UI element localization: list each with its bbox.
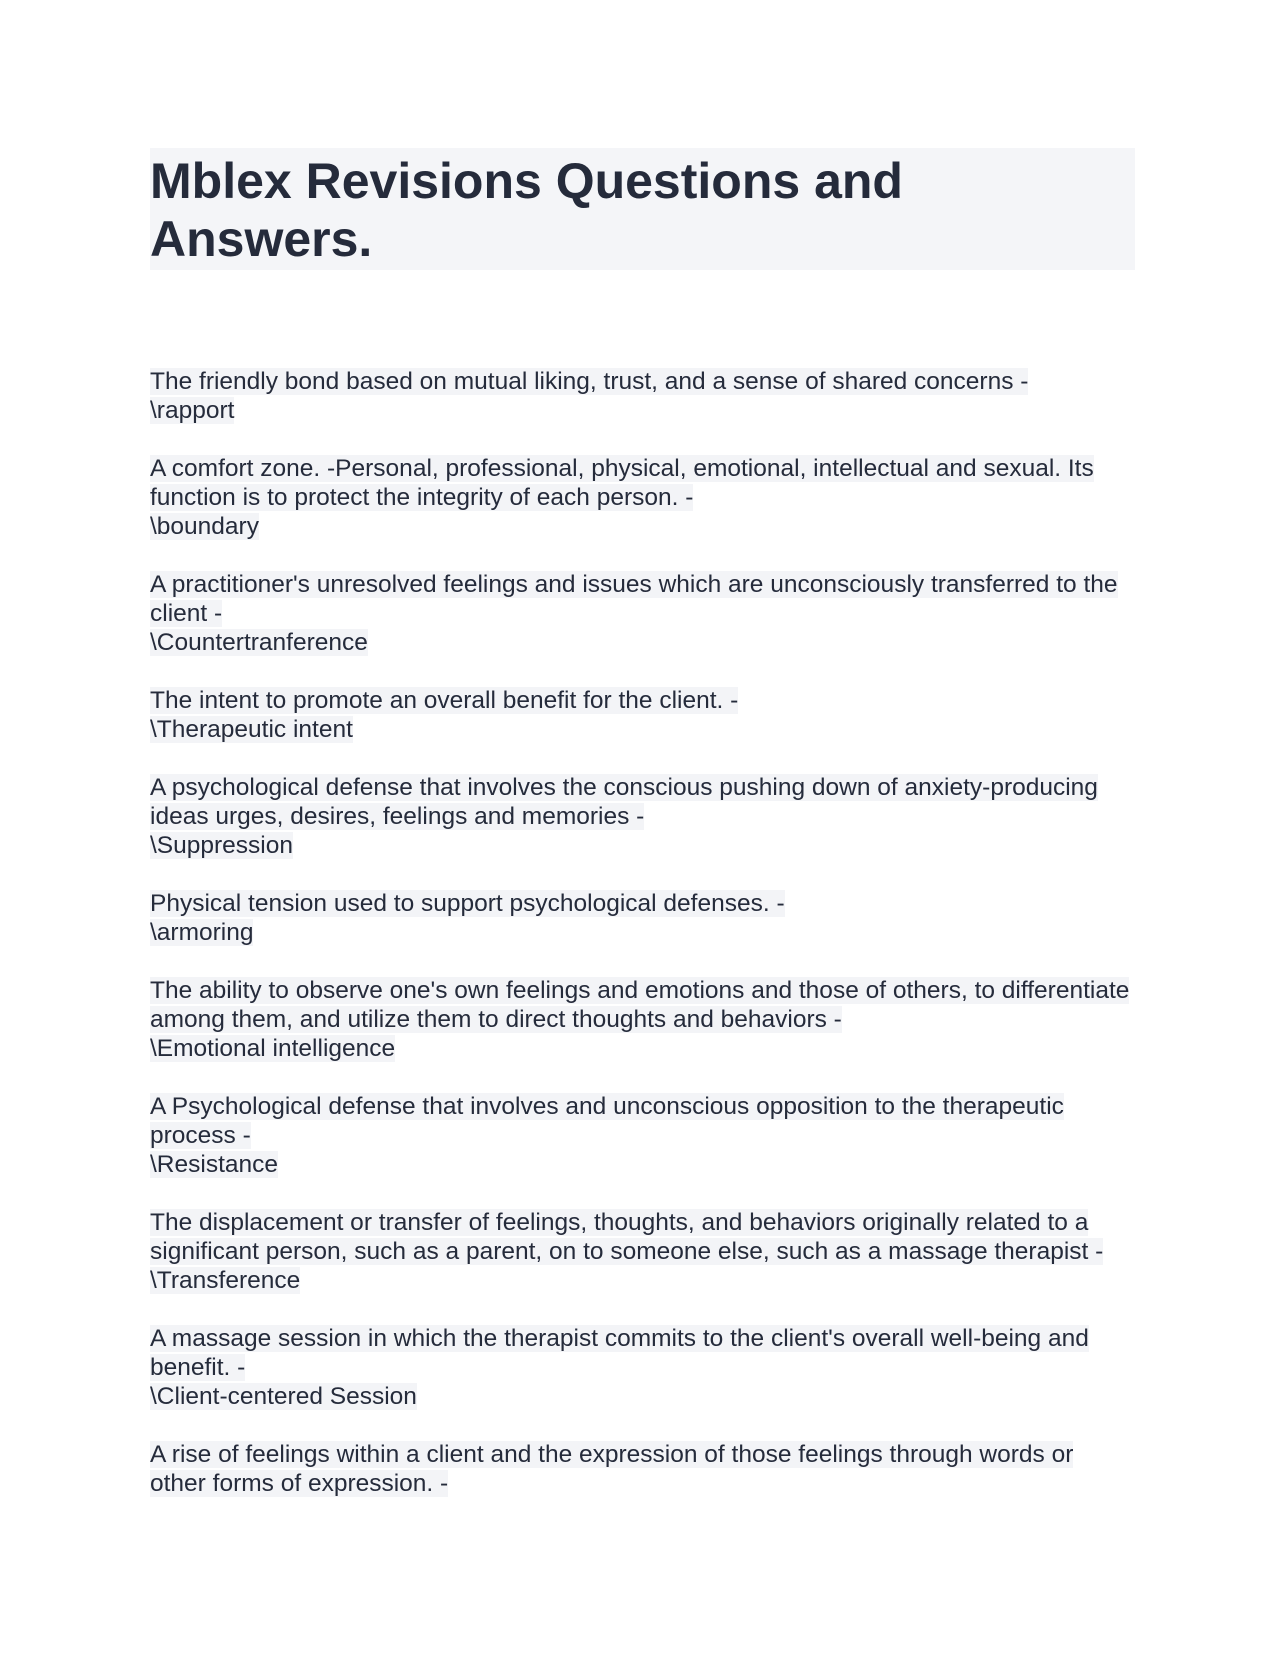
qa-item <box>150 889 1135 947</box>
qa-item <box>150 570 1135 657</box>
question-text: A comfort zone. -Personal, professional, physical, emotional, intellectual and sexual. Its function is to protect the integrity of each person. - <box>150 455 1094 511</box>
qa-item <box>150 454 1135 541</box>
answer-text: \Therapeutic intent <box>150 716 353 743</box>
qa-item <box>150 1208 1135 1295</box>
question-text: The friendly bond based on mutual liking, trust, and a sense of shared concerns - <box>150 368 1029 395</box>
question-text: A rise of feelings within a client and the expression of those feelings through words or other forms of expression. - <box>150 1441 1074 1497</box>
answer-text: \Transference <box>150 1267 301 1294</box>
qa-item <box>150 367 1135 425</box>
answer-text: \Resistance <box>150 1151 279 1178</box>
document-page <box>150 148 1135 1527</box>
answer-text: \armoring <box>150 919 254 946</box>
answer-text: \Suppression <box>150 832 294 859</box>
answer-text: \boundary <box>150 513 259 540</box>
document-title: Mblex Revisions Questions and Answers. <box>150 153 903 267</box>
question-text: Physical tension used to support psychological defenses. - <box>150 890 785 917</box>
title-block <box>150 148 1135 270</box>
qa-item <box>150 1440 1135 1498</box>
question-text: The intent to promote an overall benefit for the client. - <box>150 687 739 714</box>
question-text: A Psychological defense that involves and unconscious opposition to the therapeutic process - <box>150 1093 1064 1149</box>
answer-text: \Client-centered Session <box>150 1383 417 1410</box>
answer-text: \Countertranference <box>150 629 368 656</box>
question-text: The ability to observe one's own feelings and emotions and those of others, to differentiate among them, and utilize them to direct thoughts and behaviors - <box>150 977 1130 1033</box>
question-text: A psychological defense that involves the conscious pushing down of anxiety-producing ideas urges, desires, feelings and memories - <box>150 774 1098 830</box>
question-text: A practitioner's unresolved feelings and issues which are unconsciously transferred to the client - <box>150 571 1118 627</box>
question-text: A massage session in which the therapist commits to the client's overall well-being and benefit. - <box>150 1325 1089 1381</box>
answer-text: \rapport <box>150 397 235 424</box>
answer-text: \Emotional intelligence <box>150 1035 396 1062</box>
question-text: The displacement or transfer of feelings, thoughts, and behaviors originally related to a significant person, such as a parent, on to someone else, such as a massage therapist - <box>150 1209 1104 1265</box>
qa-item <box>150 773 1135 860</box>
qa-item <box>150 1324 1135 1411</box>
qa-list <box>150 367 1135 1498</box>
qa-item <box>150 1092 1135 1179</box>
qa-item <box>150 976 1135 1063</box>
qa-item <box>150 686 1135 744</box>
